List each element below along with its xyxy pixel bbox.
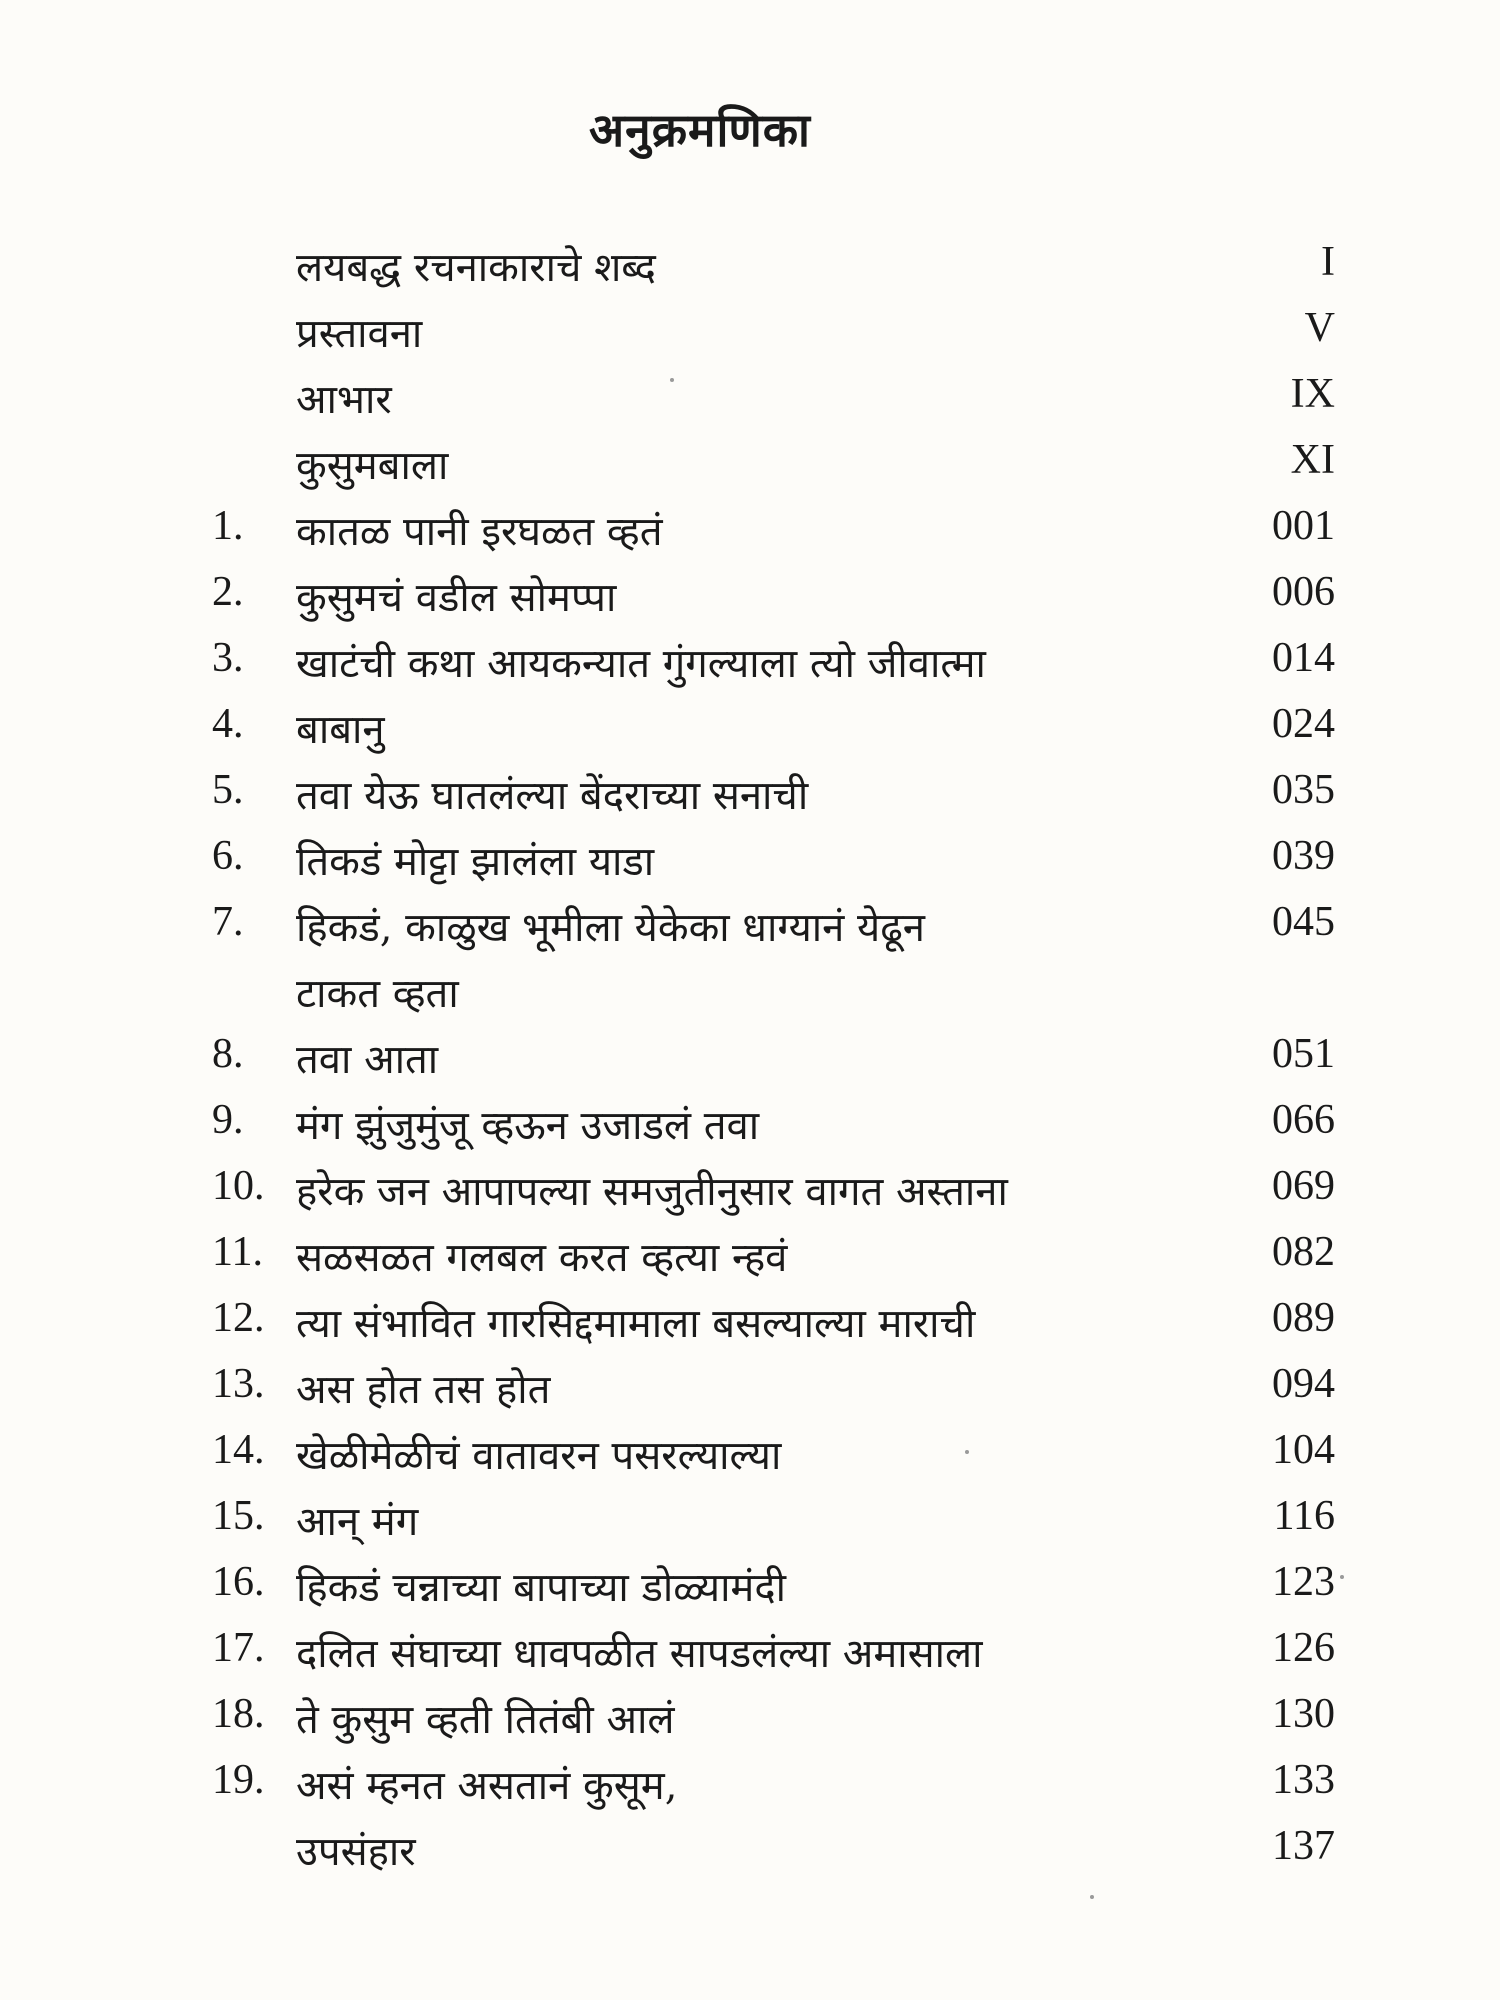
paper-speck [1340, 1575, 1344, 1579]
toc-title: लयबद्ध रचनाकाराचे शब्द [296, 245, 656, 291]
toc-row [0, 1162, 1500, 1228]
toc-page: 039 [1272, 833, 1335, 879]
toc-page: 104 [1272, 1427, 1335, 1473]
toc-number: 2. [212, 569, 244, 615]
toc-title: असं म्हनत असतानं कुसूम, [296, 1763, 678, 1809]
toc-page: 130 [1272, 1691, 1335, 1737]
toc-title: बाबानु [296, 707, 385, 753]
toc-page: 123 [1272, 1559, 1335, 1605]
toc-page: 024 [1272, 701, 1335, 747]
toc-number: 3. [212, 635, 244, 681]
toc-number: 13. [212, 1361, 265, 1407]
toc-title: प्रस्तावना [296, 311, 423, 357]
toc-row [0, 1690, 1500, 1756]
toc-page: 069 [1272, 1163, 1335, 1209]
toc-page: 051 [1272, 1031, 1335, 1077]
toc-title: कातळ पानी इरघळत व्हतं [296, 509, 663, 555]
toc-row [0, 436, 1500, 502]
toc-page: 066 [1272, 1097, 1335, 1143]
toc-number: 16. [212, 1559, 265, 1605]
toc-page: 001 [1272, 503, 1335, 549]
toc-page: V [1304, 305, 1335, 351]
toc-number: 7. [212, 899, 244, 945]
toc-title: ते कुसुम व्हती तितंबी आलं [296, 1697, 675, 1743]
paper-speck [965, 1450, 969, 1454]
toc-page: 035 [1272, 767, 1335, 813]
toc-title: कुसुमचं वडील सोमप्पा [296, 575, 617, 621]
toc-number: 9. [212, 1097, 244, 1143]
toc-row [0, 1294, 1500, 1360]
toc-row [0, 1756, 1500, 1822]
toc-row [0, 370, 1500, 436]
toc-page: I [1321, 239, 1335, 285]
toc-number: 19. [212, 1757, 265, 1803]
toc-title: उपसंहार [296, 1829, 416, 1875]
toc-page: 014 [1272, 635, 1335, 681]
toc-number: 17. [212, 1625, 265, 1671]
toc-row [0, 700, 1500, 766]
toc-page: 094 [1272, 1361, 1335, 1407]
toc-number: 8. [212, 1031, 244, 1077]
toc-title: दलित संघाच्या धावपळीत सापडलंल्या अमासाला [296, 1631, 983, 1677]
toc-title: हिकडं चन्नाच्या बापाच्या डोळ्यामंदी [296, 1565, 786, 1611]
toc-row [0, 304, 1500, 370]
toc-number: 14. [212, 1427, 265, 1473]
toc-page: 126 [1272, 1625, 1335, 1671]
toc-page: 089 [1272, 1295, 1335, 1341]
toc-number: 15. [212, 1493, 265, 1539]
toc-page: 133 [1272, 1757, 1335, 1803]
toc-page: IX [1290, 371, 1335, 417]
toc-page: 116 [1273, 1493, 1335, 1539]
toc-title: कुसुमबाला [296, 443, 449, 489]
toc-row [0, 1426, 1500, 1492]
toc-page: 006 [1272, 569, 1335, 615]
toc-page: XI [1290, 437, 1335, 483]
toc-title: तिकडं मोट्टा झालंला याडा [296, 839, 655, 885]
toc-number: 1. [212, 503, 244, 549]
toc-row [0, 1822, 1500, 1888]
paper-speck [1090, 1895, 1094, 1899]
toc-row [0, 238, 1500, 304]
toc-number: 5. [212, 767, 244, 813]
toc-row [0, 1558, 1500, 1624]
toc-row [0, 634, 1500, 700]
toc-row [0, 898, 1500, 1017]
toc-row [0, 568, 1500, 634]
toc-title: हिकडं, काळुख भूमीला येकेका धाग्यानं येढून [296, 905, 925, 951]
toc-page: 137 [1272, 1823, 1335, 1869]
toc-title: हरेक जन आपापल्या समजुतीनुसार वागत अस्ताना [296, 1169, 1008, 1215]
toc-title-continued: टाकत व्हता [296, 971, 459, 1017]
toc-row [0, 832, 1500, 898]
toc-title: खाटंची कथा आयकन्यात गुंगल्याला त्यो जीवात्मा [296, 641, 986, 687]
toc-number: 12. [212, 1295, 265, 1341]
toc-row [0, 1228, 1500, 1294]
toc-row [0, 1624, 1500, 1690]
toc-title: अस होत तस होत [296, 1367, 551, 1413]
toc-number: 4. [212, 701, 244, 747]
toc-page: 082 [1272, 1229, 1335, 1275]
toc-number: 6. [212, 833, 244, 879]
toc-row [0, 766, 1500, 832]
toc-title: खेळीमेळीचं वातावरन पसरल्याल्या [296, 1433, 782, 1479]
paper-speck [670, 378, 674, 382]
toc-title: तवा आता [296, 1037, 439, 1083]
page-title: अनुक्रमणिका [589, 103, 811, 157]
toc-row [0, 1096, 1500, 1162]
toc-number: 18. [212, 1691, 265, 1737]
toc-title: आभार [296, 377, 392, 423]
toc-row [0, 502, 1500, 568]
toc-title: मंग झुंजुमुंजू व्हऊन उजाडलं तवा [296, 1103, 760, 1149]
toc-row [0, 1030, 1500, 1096]
toc-title: तवा येऊ घातलंल्या बेंदराच्या सनाची [296, 773, 809, 819]
toc-page: 045 [1272, 899, 1335, 945]
toc-row [0, 1492, 1500, 1558]
toc-title: सळसळत गलबल करत व्हत्या न्हवं [296, 1235, 788, 1281]
toc-number: 11. [212, 1229, 263, 1275]
toc-title: त्या संभावित गारसिद्दमामाला बसल्याल्या माराची [296, 1301, 976, 1347]
toc-number: 10. [212, 1163, 265, 1209]
toc-title: आन् मंग [296, 1499, 419, 1545]
toc-row [0, 1360, 1500, 1426]
